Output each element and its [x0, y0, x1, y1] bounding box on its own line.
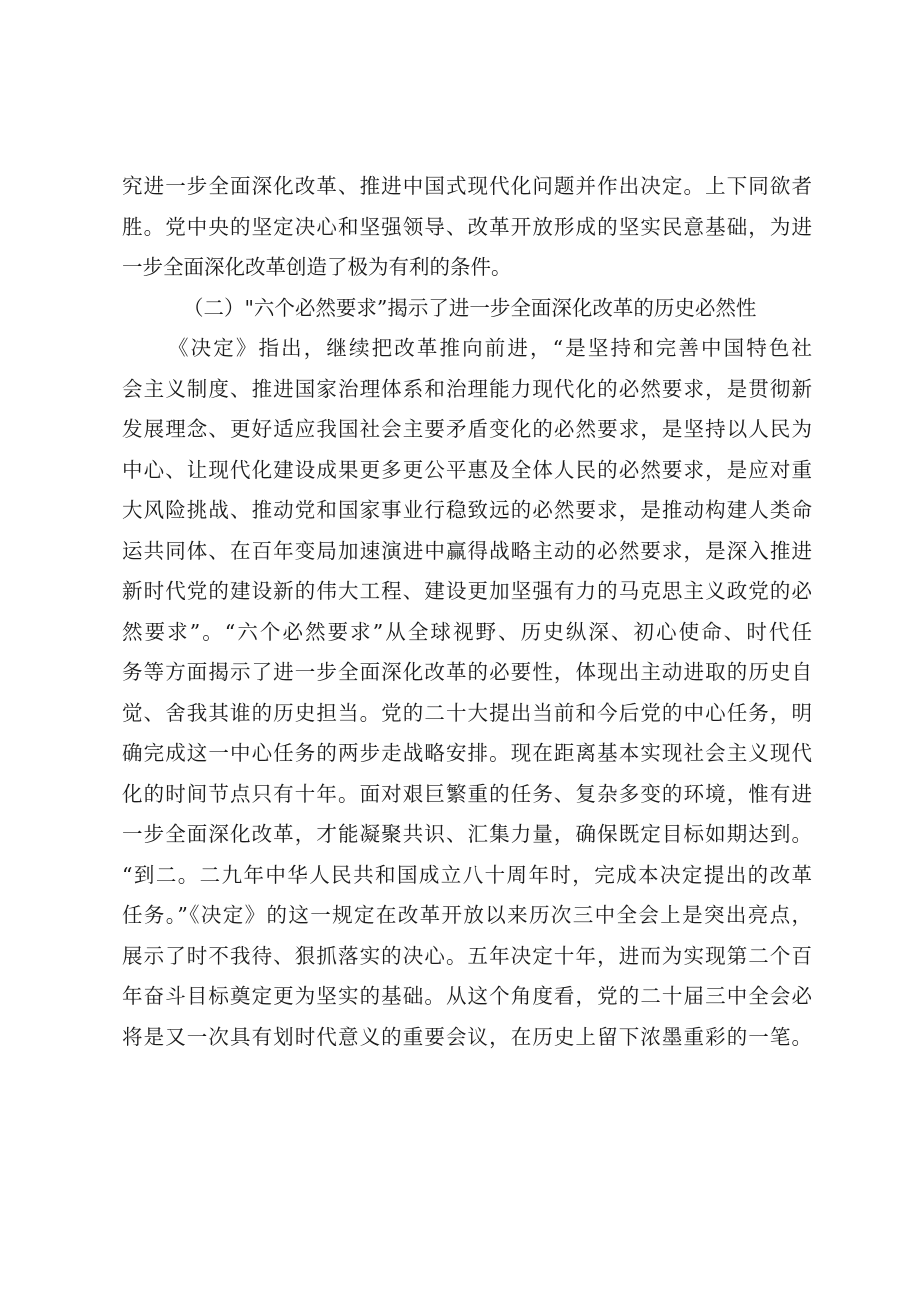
paragraph-line: 任务。”《决定》的这一规定在改革开放以来历次三中全会上是突出亮点， [122, 903, 812, 927]
paragraph-line: 新时代党的建设新的伟大工程、建设更加坚强有力的马克思主义政党的必 [122, 579, 812, 603]
paragraph-line: 运共同体、在百年变局加速演进中赢得战略主动的必然要求，是深入推进 [122, 538, 812, 563]
paragraph-line: “到二。二九年中华人民共和国成立八十周年时，完成本决定提出的改革 [122, 862, 812, 887]
paragraph-line: 年奋斗目标奠定更为坚实的基础。从这个角度看，党的二十届三中全会必 [122, 984, 812, 1008]
paragraph-line: 确完成这一中心任务的两步走战略安排。现在距离基本实现社会主义现代 [122, 741, 812, 765]
paragraph-line: 一步全面深化改革创造了极为有利的条件。 [122, 255, 512, 279]
paragraph-line: 务等方面揭示了进一步全面深化改革的必要性，体现出主动进取的历史自 [122, 660, 812, 684]
paragraph-line: 究进一步全面深化改革、推进中国式现代化问题并作出决定。上下同欲者 [122, 174, 812, 198]
paragraph-line: 然要求”。“六个必然要求”从全球视野、历史纵深、初心使命、时代任 [122, 619, 812, 644]
paragraph-line: 大风险挑战、推动党和国家事业行稳致远的必然要求，是推动构建人类命 [122, 498, 812, 522]
paragraph-line: 会主义制度、推进国家治理体系和治理能力现代化的必然要求，是贯彻新 [122, 376, 812, 401]
paragraph-line: 一步全面深化改革，才能凝聚共识、汇集力量，确保既定目标如期达到。 [122, 822, 812, 846]
paragraph-line: 化的时间节点只有十年。面对艰巨繁重的任务、复杂多变的环境，惟有进 [122, 781, 812, 806]
paragraph-line: 《决定》指出，继续把改革推向前进，“是坚持和完善中国特色社 [168, 336, 812, 360]
paragraph-line: 展示了时不我待、狠抓落实的决心。五年决定十年，进而为实现第二个百 [122, 943, 812, 968]
paragraph-line: 中心、让现代化建设成果更多更公平惠及全体人民的必然要求，是应对重 [122, 457, 812, 482]
paragraph-line: 发展理念、更好适应我国社会主要矛盾变化的必然要求，是坚持以人民为 [122, 417, 812, 441]
paragraph-line: 将是又一次具有划时代意义的重要会议，在历史上留下浓墨重彩的一笔。 [122, 1024, 812, 1049]
paragraph-line: 觉、舍我其谁的历史担当。党的二十大提出当前和今后党的中心任务，明 [122, 700, 812, 725]
paragraph-line: 胜。党中央的坚定决心和坚强领导、改革开放形成的坚实民意基础，为进 [122, 214, 812, 239]
document-body [122, 166, 812, 1057]
section-heading: （二）"六个必然要求”揭示了进一步全面深化改革的历史必然性 [183, 295, 757, 320]
